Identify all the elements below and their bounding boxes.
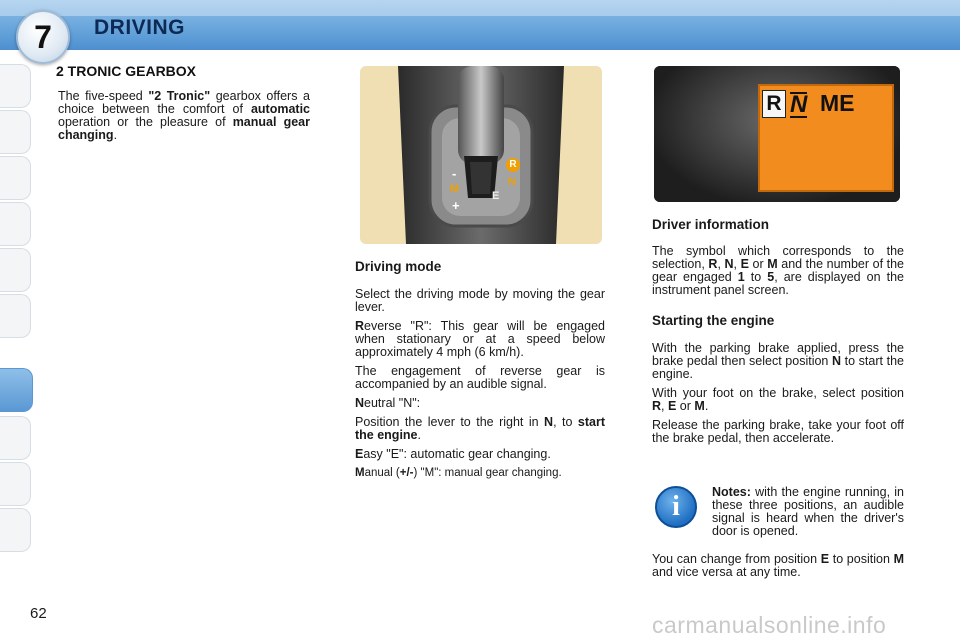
intro-text: The five-speed "2 Tronic" gearbox offers a choice between the comfort of automatic operation or the pleasure of manual gear changing.	[58, 89, 310, 142]
info-icon: i	[655, 486, 697, 528]
driver-information-text: The symbol which corresponds to the selection, R, N, E or M and the number of the gear engaged 1 to 5, are displayed on the instrument panel screen.	[652, 244, 905, 297]
chapter-tab[interactable]	[0, 508, 31, 552]
gear-lever-photo	[360, 66, 602, 244]
gear-label-n: N	[508, 176, 516, 188]
chapter-title: DRIVING	[94, 16, 186, 39]
chapter-tab[interactable]	[0, 294, 31, 338]
reverse-paragraph: Reverse "R": This gear will be engaged when stationary or at a speed below approximately 4 mph (6 km/h).	[355, 319, 605, 359]
gear-lever-illustration	[360, 66, 602, 244]
chapter-tab[interactable]	[0, 248, 31, 292]
display-letter-r: R	[762, 90, 786, 118]
notes-p2: You can change from position E to position M and vice versa at any time.	[652, 552, 904, 579]
gear-label-r: R	[506, 158, 520, 172]
chapter-tab[interactable]	[0, 462, 31, 506]
display-letter-n: N	[790, 91, 808, 118]
chapter-tab[interactable]	[0, 64, 31, 108]
driving-mode-text	[355, 288, 605, 486]
starting-engine-text	[652, 342, 904, 451]
manual-paragraph: Manual (+/-) "M": manual gear changing.	[355, 467, 562, 479]
instrument-display-photo	[654, 66, 900, 202]
neutral-start-paragraph: Position the lever to the right in N, to start the engine.	[355, 415, 605, 442]
driving-mode-title: Driving mode	[355, 259, 442, 274]
chapter-tab[interactable]	[0, 202, 31, 246]
driver-information-title: Driver information	[652, 217, 770, 232]
gear-label-minus: -	[452, 166, 457, 181]
easy-paragraph: Easy "E": automatic gear changing.	[355, 447, 551, 461]
notes-text: Notes: with the engine running, in these three positions, an audible signal is heard when the driver's door is opened.	[712, 485, 904, 538]
starting-p1: With the parking brake applied, press the brake pedal then select position N to start the engine.	[652, 341, 904, 381]
starting-p3: Release the parking brake, take your foot off the brake pedal, then accelerate.	[652, 418, 904, 445]
gear-label-plus: +	[452, 198, 460, 213]
starting-p2: With your foot on the brake, select position R, E or M.	[652, 386, 904, 413]
chapter-tab[interactable]	[0, 416, 31, 460]
starting-engine-title: Starting the engine	[652, 313, 775, 328]
watermark: carmanualsonline.info	[652, 612, 887, 638]
section-title: 2 TRONIC GEARBOX	[56, 63, 197, 79]
display-letters-me: ME	[820, 90, 855, 116]
reverse-signal-paragraph: The engagement of reverse gear is accompanied by an audible signal.	[355, 364, 605, 391]
header-shine	[0, 0, 960, 16]
chapter-number-badge: 7	[16, 10, 70, 64]
gear-label-e: E	[492, 190, 500, 202]
chapter-tab-active[interactable]	[0, 368, 33, 412]
driving-mode-intro: Select the driving mode by moving the gear lever.	[355, 287, 605, 314]
chapter-tabs	[0, 50, 32, 580]
chapter-tab[interactable]	[0, 156, 31, 200]
neutral-paragraph: Neutral "N":	[355, 396, 421, 410]
chapter-tab[interactable]	[0, 110, 31, 154]
gear-label-m: M	[450, 183, 460, 195]
page-number: 62	[30, 605, 47, 622]
